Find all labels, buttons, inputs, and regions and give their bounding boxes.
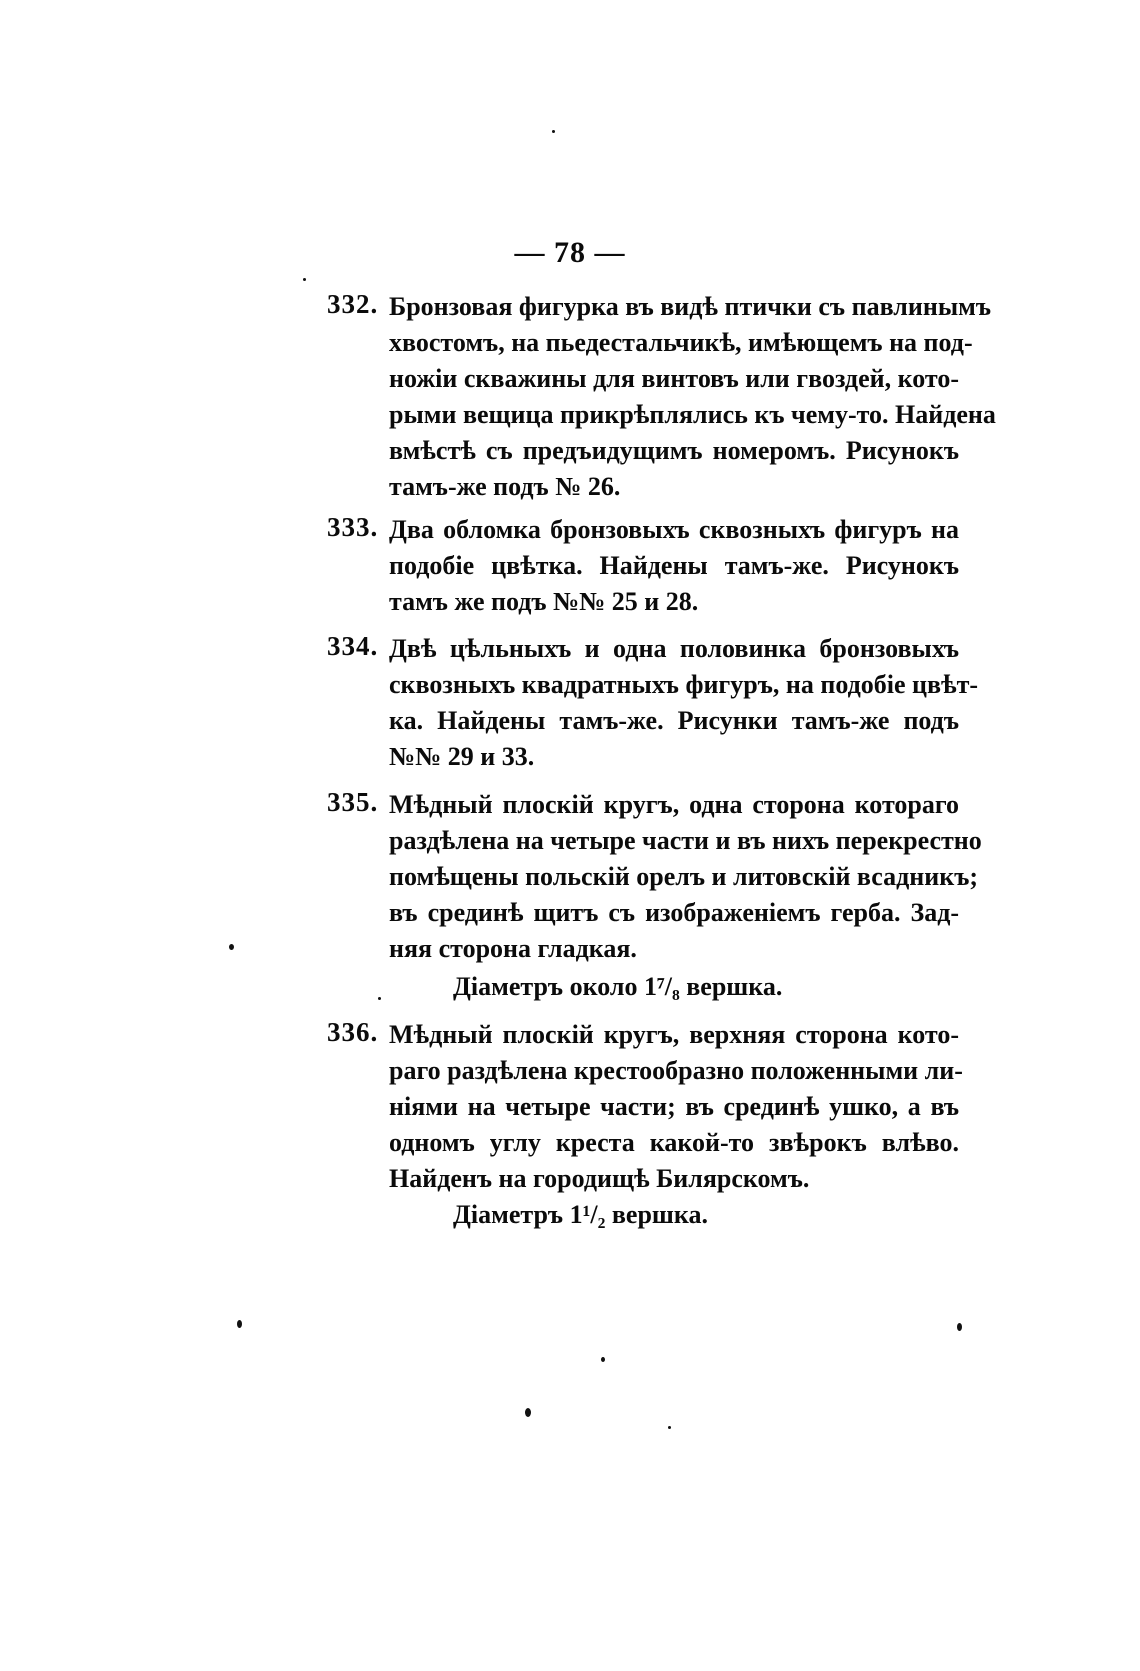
entry-number: 334. bbox=[327, 631, 379, 661]
entry-text-line: няя сторона гладкая. bbox=[389, 934, 637, 963]
entry-text-line: ка. Найдены тамъ-же. Рисунки тамъ-же подъ bbox=[389, 706, 959, 735]
entry-text-line: Мѣдный плоскій кругъ, верхняя сторона кото- bbox=[389, 1020, 959, 1049]
entry-number: 332. bbox=[327, 289, 379, 319]
entry-text-line: въ срединѣ щитъ съ изображеніемъ герба. Зад- bbox=[389, 898, 959, 927]
entry-text-line: одномъ углу креста какой-то звѣрокъ влѣво. bbox=[389, 1128, 959, 1157]
entry-number: 333. bbox=[327, 512, 379, 542]
scan-speck bbox=[237, 1320, 242, 1328]
scan-speck bbox=[378, 997, 381, 1000]
scan-speck bbox=[668, 1426, 671, 1429]
page-number: — 78 — bbox=[514, 236, 626, 269]
entry-text-line: раздѣлена на четыре части и въ нихъ перекрестно bbox=[389, 826, 982, 855]
entry-text-line: тамъ же подъ №№ 25 и 28. bbox=[389, 587, 699, 616]
scan-speck bbox=[601, 1357, 605, 1362]
entry-text-line: Два обломка бронзовыхъ сквозныхъ фигуръ на bbox=[389, 515, 959, 544]
entry-text-line: Мѣдный плоскій кругъ, одна сторона котораго bbox=[389, 790, 959, 819]
entry-text-line: сквозныхъ квадратныхъ фигуръ, на подобіе цвѣт- bbox=[389, 670, 979, 699]
entry-text-line: №№ 29 и 33. bbox=[389, 742, 535, 771]
entry-text-line: тамъ-же подъ № 26. bbox=[389, 472, 621, 501]
scan-speck bbox=[552, 130, 555, 133]
entry-text-line: Бронзовая фигурка въ видѣ птички съ павлинымъ bbox=[389, 292, 991, 321]
scan-speck bbox=[525, 1408, 531, 1417]
entry-text-line: Найденъ на городищѣ Билярскомъ. bbox=[389, 1164, 810, 1193]
entry-text-line: рыми вещица прикрѣплялись къ чему-то. Найдена bbox=[389, 400, 996, 429]
entry-text-line: вмѣстѣ съ предъидущимъ номеромъ. Рисунокъ bbox=[389, 436, 959, 465]
entry-text-line: раго раздѣлена крестообразно положенными ли- bbox=[389, 1056, 963, 1085]
entry-text-line: подобіе цвѣтка. Найдены тамъ-же. Рисунокъ bbox=[389, 551, 959, 580]
entry-text-line: помѣщены польскій орелъ и литовскій всадникъ; bbox=[389, 862, 979, 891]
entry-number: 336. bbox=[327, 1017, 379, 1047]
scan-speck bbox=[957, 1323, 962, 1331]
entry-note: Діаметръ 1¹/₂ вершка. bbox=[453, 1200, 708, 1229]
entry-text-line: ножіи скважины для винтовъ или гвоздей, кото- bbox=[389, 364, 959, 393]
entry-text-line: хвостомъ, на пьедестальчикѣ, имѣющемъ на под- bbox=[389, 328, 973, 357]
entry-note: Діаметръ около 1⁷/₈ вершка. bbox=[453, 972, 783, 1001]
entry-text-line: ніями на четыре части; въ срединѣ ушко, а въ bbox=[389, 1092, 959, 1121]
entry-text-line: Двѣ цѣльныхъ и одна половинка бронзовыхъ bbox=[389, 634, 959, 663]
scan-speck bbox=[229, 944, 234, 950]
entry-number: 335. bbox=[327, 787, 379, 817]
scan-speck bbox=[303, 278, 306, 281]
